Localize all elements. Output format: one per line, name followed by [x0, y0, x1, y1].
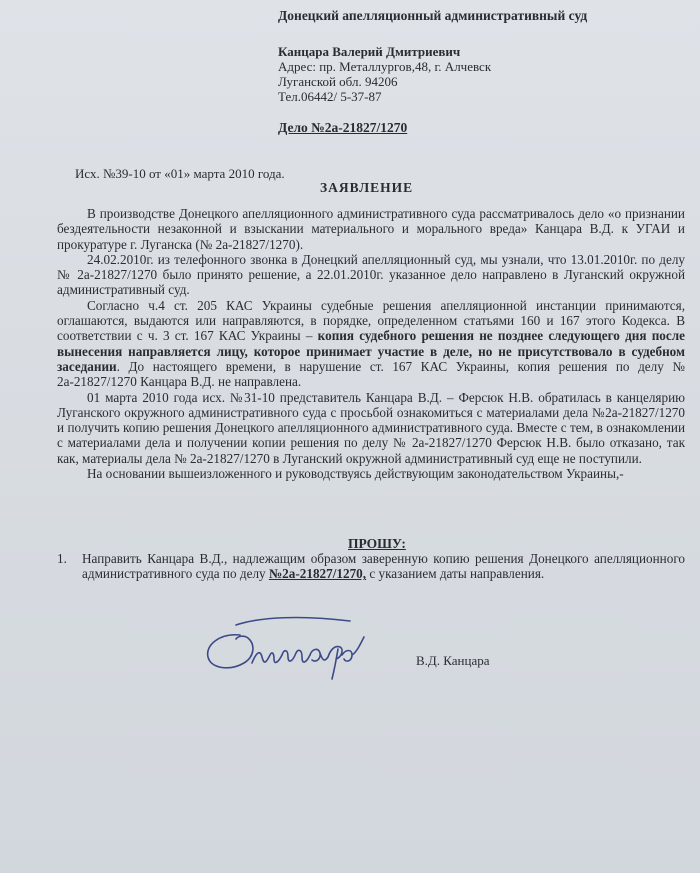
paragraph: 01 марта 2010 года исх. №31-10 представитель Канцара В.Д. – Ферсюк Н.В. обратилась в канцелярию Луганского окружного административного суда с просьбой ознакомиться с материалами дела №2а-21827/1270 и получить копию решения Донецкого апелляционного административного суда. Вместе с тем, в ознакомлении с материалами дела и получении копии решения по делу № 2а-21827/1270 Ферсюк Н.В. было отказано, так как, материалы дела № 2а-21827/1270 в Луганский окружной административный суд еще не поступили. [57, 389, 685, 466]
request-text: Направить Канцара В.Д., надлежащим образом заверенную копию решения Донецкого апелляционного административного суда по делу [82, 551, 685, 582]
signer-name: В.Д. Канцара [416, 653, 490, 668]
case-number-heading: Дело №2а-21827/1270 [278, 120, 408, 135]
request-case-number: №2а-21827/1270, [268, 566, 367, 582]
applicant-block [278, 44, 491, 104]
paragraph-text: . До настоящего времени, в нарушение ст. 167 КАС Украины, копия решения по делу № 2а-21827/1270 Канцара В.Д. не направлена. [57, 358, 685, 390]
outgoing-reference: Исх. №39-10 от «01» марта 2010 года. [75, 166, 285, 181]
paragraph: 24.02.2010г. из телефонного звонка в Донецкий апелляционный суд, мы узнали, что 13.01.2010г. по делу № 2а-21827/1270 было принято решение, а 22.01.2010г. указанное дело направлено в Луганский окружной административный суд. [57, 251, 685, 298]
request-item-number: 1. [57, 551, 67, 566]
request-item [57, 551, 685, 582]
address-line-1: Адрес: пр. Металлургов,48, г. Алчевск [278, 59, 492, 74]
paragraph: В производстве Донецкого апелляционного административного суда рассматривалось дело «о признании бездеятельности незаконной и взыскании материального и морального вреда» Канцара В.Д. к УГАИ и прокуратуре г. Луганска (№ 2а-21827/1270). [57, 206, 685, 252]
request-item-text [82, 551, 685, 582]
document-body [57, 206, 685, 481]
applicant-name: Канцара Валерий Дмитриевич [278, 44, 461, 59]
paragraph: На основании вышеизложенного и руководствуясь действующим законодательством Украины,- [87, 466, 624, 482]
address-line-2: Луганской обл. 94206 [278, 74, 398, 89]
handwritten-signature [200, 605, 390, 685]
document-title: ЗАЯВЛЕНИЕ [320, 180, 414, 195]
request-text-end: с указанием даты направления. [366, 566, 545, 582]
paragraph [57, 298, 685, 390]
paragraph-bold-quote: копия судебного решения не позднее следующего дня после вынесения направляется лицу, которое принимает участие в деле, но не присутствовало в судебном заседании [57, 328, 685, 374]
court-name: Донецкий апелляционный административный суд [278, 8, 588, 23]
phone: Тел.06442/ 5-37-87 [278, 89, 382, 104]
request-heading: ПРОШУ: [348, 536, 406, 551]
paragraph-text: Согласно ч.4 ст. 205 КАС Украины судебные решения апелляционной инстанции принимаются, оглашаются, выдаются или направляются, в порядке, определенном статьями 160 и 167 этого Кодекса. В соответствии с ч. 3 ст. 167 КАС Украины – [57, 297, 685, 344]
